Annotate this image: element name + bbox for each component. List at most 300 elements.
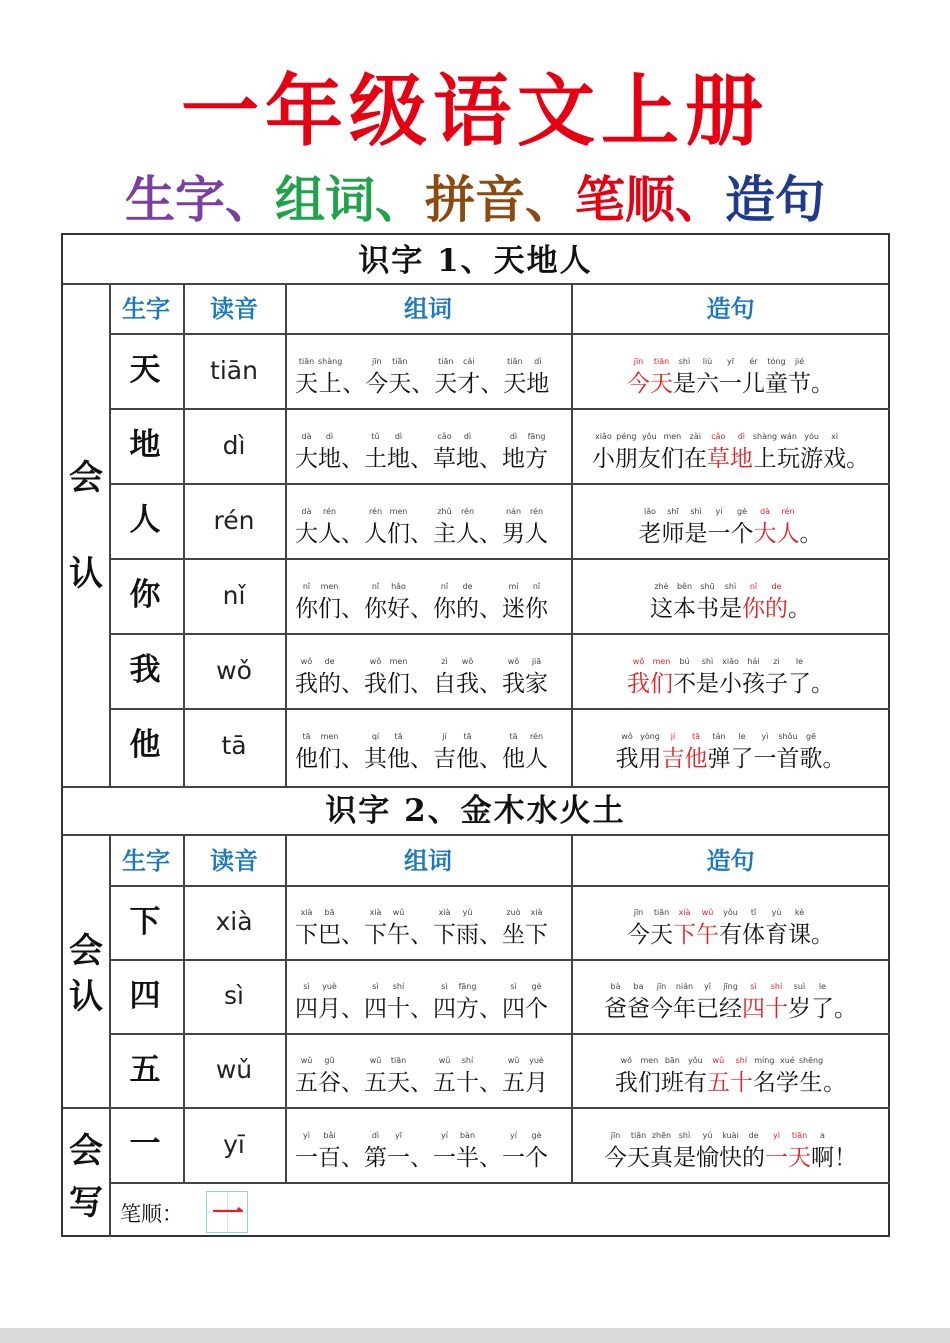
hanzi: 四 [433,996,456,1022]
char-cell: 你 [129,577,161,613]
hanzi: 是 [684,521,708,547]
hanzi: 一 [433,1145,456,1171]
pinyin-annotation: bà [610,982,621,991]
char-cell: 地 [129,427,161,463]
side-label-recognize-2: 会 认 [69,931,103,1017]
hanzi: 大 [753,521,777,547]
hanzi: 人 [525,521,548,547]
hanzi: 他 [684,746,708,772]
sentence-cell [571,1123,890,1172]
pinyin-annotation: xiǎo [594,432,612,441]
header-char: 生字 [122,846,170,875]
hanzi: 其 [364,746,387,772]
pinyin-annotation: tā [509,732,518,741]
sentence-char [754,504,777,548]
pinyin-annotation: wǒ [507,657,520,666]
pinyin-annotation: yǒu [723,908,738,917]
word-char [433,654,456,698]
sentence-char [592,429,615,473]
hanzi: 的 [318,671,341,697]
hanzi: 巴 [318,922,341,948]
section1-title: 识字 1、天地人 [358,243,593,279]
hanzi: 天 [650,922,673,948]
pinyin-annotation: wǔ [712,1056,725,1065]
separator: 、 [479,746,502,772]
hanzi: 们 [660,446,684,472]
header-pinyin: 读音 [210,294,258,323]
pinyin-annotation: zhè [654,582,669,591]
pinyin-annotation: tiān [507,357,523,366]
pinyin-annotation: men [320,732,339,741]
column-divider [285,834,287,1182]
sentence-char [753,429,777,473]
word-char [502,654,525,698]
bottom-scrollbar [0,1328,950,1343]
word-char [318,1128,341,1172]
hanzi: 你 [525,596,548,622]
pinyin-annotation: xì [831,432,839,441]
sentence-cell [571,574,890,623]
pinyin-annotation: yú [702,1131,713,1140]
hanzi: 半 [456,1145,479,1171]
pinyin-annotation: tiān [298,357,315,366]
sentence-char [696,579,719,623]
pinyin-cell: wǒ [216,656,252,685]
pinyin-annotation: le [818,982,827,991]
column-divider [109,283,111,786]
sentence-char [754,729,777,773]
sentence-char [800,429,823,473]
pinyin-annotation: shàng [318,357,343,366]
hanzi: 歌 [799,746,823,772]
pinyin-annotation: wǔ [369,1056,382,1065]
separator: 、 [341,996,364,1022]
sentence-char [742,654,765,698]
hanzi: 你 [742,596,765,622]
pinyin-annotation: de [771,582,782,591]
side-label-write: 会 写 [69,1131,103,1223]
sentence-char [765,354,788,398]
word-char [295,979,318,1023]
header-pinyin: 读音 [210,846,258,875]
hanzi: 你 [364,596,387,622]
pinyin-annotation: sì [510,982,517,991]
sentence-char [673,579,696,623]
hanzi: 育 [765,922,788,948]
hanzi: 我 [627,671,650,697]
hanzi: 四 [364,996,387,1022]
hanzi: 今 [627,922,650,948]
word-char [456,429,479,473]
side-label-recognize-1: 会 认 [69,458,103,594]
pinyin-cell: yī [223,1130,245,1159]
words-cell [295,424,548,473]
pinyin-annotation: sì [750,982,757,991]
words-cell [295,975,548,1023]
pinyin-annotation: tán [712,732,726,741]
pinyin-annotation: xià [300,908,313,917]
hanzi: 快 [719,1145,742,1171]
hanzi: 地 [387,446,410,472]
word-char [525,579,548,623]
hanzi: 月 [525,1070,548,1096]
hanzi: 我 [295,671,318,697]
hanzi: 四 [742,996,765,1022]
pinyin-annotation: hái [747,657,760,666]
hanzi: 人 [525,746,548,772]
sentence-char [800,729,823,773]
sentence-cell [571,724,890,773]
sentence-char [650,905,673,949]
separator: 、 [410,1145,433,1171]
pinyin-annotation: wǒ [632,657,645,666]
hanzi: 他 [502,746,525,772]
sentence-char [696,354,719,398]
pinyin-annotation: wǒ [369,657,382,666]
sentence-char [731,504,754,548]
word-char [434,354,457,398]
hanzi: 才 [457,371,481,397]
pinyin-annotation: tiān [438,357,454,366]
hanzi: 一 [502,1145,525,1171]
pinyin-annotation: nián [675,982,694,991]
hanzi: 下 [364,922,387,948]
pinyin-annotation: shí [461,1056,474,1065]
hanzi: 方 [456,996,479,1022]
pinyin-annotation: gè [737,507,747,516]
hanzi: 五 [364,1070,387,1096]
pinyin-annotation: yuè [529,1056,544,1065]
pinyin-annotation: yì [303,1131,310,1140]
subtitle-part: 生字、 [125,170,275,229]
word-char [364,429,387,473]
word-char [526,354,549,398]
hanzi: 个 [525,1145,548,1171]
sentence-char [753,1053,776,1097]
pinyin-annotation: jí [442,732,447,741]
pinyin-annotation: dà [301,507,312,516]
pinyin-annotation: jīn [656,982,667,991]
column-divider [183,283,185,786]
sentence-cell [571,424,890,473]
hanzi: 的 [456,596,479,622]
hanzi: 十 [729,1070,753,1096]
word-char [433,1053,456,1097]
word-char [525,654,548,698]
pinyin-annotation: de [462,582,473,591]
hanzi: 地 [502,446,525,472]
pinyin-annotation: de [748,1131,759,1140]
hanzi: 们 [318,596,341,622]
sentence-char [673,654,696,698]
pinyin-annotation: men [389,657,408,666]
word-char [364,729,387,773]
sentence-char [777,429,800,473]
pinyin-annotation: tiān [653,908,670,917]
sentence-char [777,729,800,773]
sentence-char [696,979,719,1023]
hanzi: 六 [696,371,719,397]
row-divider [109,1182,890,1184]
sentence-cell [571,649,890,698]
sentence-char [696,1128,719,1172]
char-cell: 人 [129,502,161,538]
subtitle-part: 笔顺、 [575,170,725,229]
sentence-char [696,654,719,698]
pinyin-annotation: fāng [527,432,546,441]
word-char [502,579,525,623]
word-char [502,1053,525,1097]
hanzi: 我 [364,671,387,697]
hanzi: 大 [295,446,318,472]
sentence-char [765,579,788,623]
sentence-char [616,729,639,773]
pinyin-annotation: gǔ [324,1056,335,1065]
pinyin-annotation: xià [438,908,451,917]
word-char [457,354,480,398]
pinyin-annotation: bān [664,1056,680,1065]
pinyin-annotation: dì [509,432,518,441]
pinyin-annotation: tā [394,732,403,741]
separator: 、 [479,996,502,1022]
pinyin-annotation: nǐ [532,582,541,591]
pinyin-annotation: yǒu [641,432,657,441]
sentence-cell [571,349,890,398]
word-char [318,979,341,1023]
hanzi: 五 [295,1070,318,1096]
separator: 、 [341,446,364,472]
pinyin-annotation: bú [679,657,690,666]
word-char [433,504,456,548]
word-char [433,905,456,949]
pinyin-annotation: yuè [322,982,337,991]
header-words: 组词 [404,846,452,875]
hanzi: 坐 [502,922,525,948]
sentence-char [661,429,684,473]
pinyin-annotation: sì [303,982,310,991]
pinyin-annotation: tā [302,732,311,741]
pinyin-annotation: dì [737,432,745,441]
hanzi: 午 [387,922,410,948]
pinyin-annotation: tǐ [750,908,757,917]
hanzi: 真 [650,1145,673,1171]
pinyin-annotation: wǔ [701,908,714,917]
sentence-char [742,354,765,398]
hanzi: 今 [365,371,389,397]
pinyin-annotation: liù [702,357,713,366]
hanzi: 我 [456,671,479,697]
word-char [295,1128,318,1172]
hanzi: 一 [707,521,731,547]
pinyin-annotation: ér [749,357,758,366]
sentence-char [650,354,673,398]
word-char [387,979,410,1023]
subtitle-part: 组词、 [275,170,425,229]
subtitle-part: 造句 [725,170,825,229]
word-char [456,654,479,698]
words-cell [295,574,548,623]
word-char [456,905,479,949]
sentence-char [627,905,650,949]
sentence-char [661,1053,684,1097]
pinyin-annotation: yī [395,1131,402,1140]
word-char [364,1053,387,1097]
hanzi: 天 [295,371,318,397]
separator: 、 [341,1070,364,1096]
pinyin-annotation: tiān [791,1131,808,1140]
pinyin-annotation: shì [690,507,702,516]
pinyin-annotation: wǔ [392,908,405,917]
pinyin-annotation: le [795,657,804,666]
word-char [502,729,525,773]
sentence-char [673,1128,696,1172]
sentence-char [742,979,765,1023]
pinyin-annotation: wǒ [620,1056,633,1065]
word-char [525,979,548,1023]
separator: 、 [410,671,433,697]
sentence-char [627,979,650,1023]
pinyin-annotation: xué [779,1056,795,1065]
hanzi: 迷 [502,596,525,622]
hanzi: 吉 [661,746,685,772]
word-char [295,654,318,698]
separator: 、 [341,596,364,622]
sentence-end: 。 [823,1070,847,1096]
pinyin-annotation: mí [508,582,519,591]
sentence-char [650,579,673,623]
hanzi: 本 [673,596,696,622]
sentence-char [696,905,719,949]
word-char [525,729,548,773]
pinyin-annotation: dì [371,1131,380,1140]
sentence-char [708,729,731,773]
hanzi: 十 [765,996,788,1022]
pinyin-annotation: xià [369,908,382,917]
hanzi: 男 [502,521,525,547]
words-cell [295,649,548,698]
sentence-char [730,429,753,473]
word-char [364,905,387,949]
hanzi: 了 [788,671,811,697]
hanzi: 弹 [707,746,731,772]
pinyin-annotation: yóu [804,432,819,441]
hanzi: 大 [295,521,318,547]
word-char [295,429,318,473]
word-char [318,905,341,949]
hanzi: 月 [318,996,341,1022]
pinyin-annotation: wǔ [507,1056,520,1065]
hanzi: 天 [627,1145,650,1171]
separator: 、 [410,922,433,948]
pinyin-annotation: gè [531,1131,542,1140]
hanzi: 天 [788,1145,811,1171]
pinyin-annotation: sì [372,982,379,991]
pinyin-annotation: běn [676,582,693,591]
pinyin-annotation: jīn [633,908,644,917]
pinyin-annotation: suì [793,982,806,991]
pinyin-annotation: fāng [458,982,477,991]
word-char [387,654,410,698]
pinyin-annotation: shí [770,982,783,991]
word-char [318,729,341,773]
pinyin-annotation: hǎo [391,582,406,591]
pinyin-cell: sì [224,981,244,1010]
hanzi: 一 [295,1145,318,1171]
pinyin-annotation: shí [392,982,405,991]
pinyin-annotation: yù [771,908,782,917]
word-char [364,1128,387,1172]
word-char [364,504,387,548]
hanzi: 雨 [456,922,479,948]
pinyin-annotation: wǒ [461,657,474,666]
pinyin-annotation: dì [325,432,334,441]
sentence-char [627,654,650,698]
sentence-cell [571,1049,890,1097]
pinyin-annotation: dì [534,357,542,366]
sentence-end: 。 [846,446,870,472]
sentence-end: 。 [822,746,846,772]
separator: 、 [342,371,366,397]
word-char [364,579,387,623]
pinyin-annotation: dì [463,432,472,441]
word-char [318,429,341,473]
sentence-char [730,1053,753,1097]
hanzi: 小 [591,446,615,472]
sentence-char [684,1053,707,1097]
pinyin-annotation: men [663,432,682,441]
pinyin-annotation: yǐ [704,982,711,991]
word-char [388,354,411,398]
pinyin-annotation: yí [510,1131,517,1140]
word-char [387,1128,410,1172]
char-cell: 四 [129,978,161,1014]
separator: 、 [341,521,364,547]
hanzi: 天 [434,371,458,397]
separator: 、 [479,521,502,547]
hanzi: 儿 [742,371,765,397]
sentence-cell [571,901,890,949]
hanzi: 是 [673,1145,696,1171]
pinyin-annotation: gè [531,982,542,991]
hanzi: 子 [765,671,788,697]
hanzi: 人 [776,521,800,547]
hanzi: 他 [387,746,410,772]
words-cell [295,724,548,773]
page-title: 一年级语文上册 [180,67,769,157]
separator: 、 [410,996,433,1022]
hanzi: 了 [730,746,754,772]
word-char [456,504,479,548]
hanzi: 年 [673,996,696,1022]
word-char [502,905,525,949]
sentence-char [788,354,811,398]
sentence-char [685,504,708,548]
page-subtitle [0,165,950,235]
word-char [318,504,341,548]
word-char [456,1128,479,1172]
pinyin-annotation: men [652,657,671,666]
hanzi: 们 [637,1070,661,1096]
hanzi: 下 [673,922,696,948]
hanzi: 自 [433,671,456,697]
sentence-char [765,979,788,1023]
hanzi: 地 [526,371,550,397]
pinyin-annotation: tā [691,732,701,741]
pinyin-annotation: jīng [723,982,738,991]
hanzi: 上 [753,446,777,472]
pinyin-annotation: de [324,657,335,666]
pinyin-annotation: rén [460,507,475,516]
